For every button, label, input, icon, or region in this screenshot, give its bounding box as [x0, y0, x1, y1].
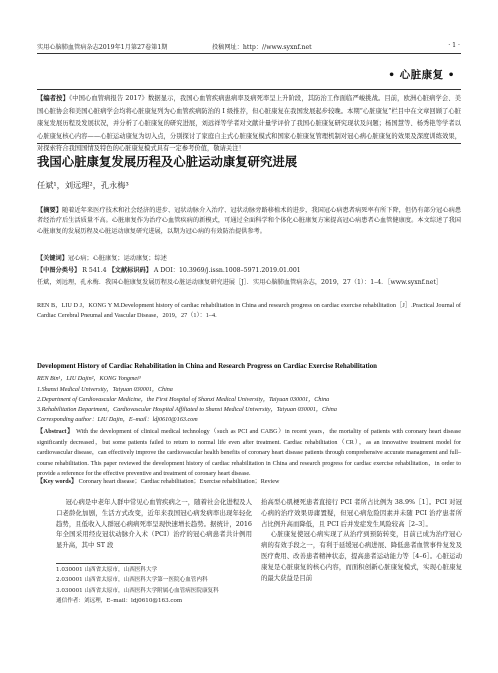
- affiliation-3: 3.Rehabilitation Department，Cardiovascular Hospital Affiliated to Shanxi Medical University，Taiyuan 030001，China: [37, 407, 337, 413]
- classification-line: [37, 266, 461, 276]
- footnote-2: 2.030001 山西省太原市，山西医科大学第一医院心血管内科: [56, 577, 208, 584]
- footnotes: [56, 565, 252, 606]
- affiliation-1: 1.Shanxi Medical University，Taiyuan 030001，China: [37, 387, 173, 393]
- english-abstract-label: 【Abstract】: [37, 429, 74, 435]
- journal-header: 实用心脑肺血管病杂志2019年1月第27卷第1期: [37, 44, 168, 51]
- footnote-rule: [56, 563, 141, 564]
- footnote-corresponding: 通信作者：刘远理，E–mail：ldj0610@163.com: [56, 597, 183, 604]
- english-abstract: [37, 427, 461, 480]
- section-tag-text: 心脏康复: [399, 69, 444, 81]
- editor-note: [37, 93, 461, 156]
- body-right-paragraph-1: 抬高型心肌梗死患者直接行 PCI 者所占比例为 38.9%［1］。PCI 对冠心病的治疗效果毋庸置疑，但冠心病危险因素并未随 PCI 治疗患者所占比例升高而降低，且 PCI 后并发症发生风险较高［2–3］。: [261, 498, 462, 528]
- cn-keywords-text: 冠心病；心脏康复；运动康复；综述: [67, 255, 167, 262]
- editor-note-text: 《中国心血管病报告 2017》数据显示，我国心血管疾病患病率及病死率呈上升阶段，其防治工作面临严峻挑战。目前，欧洲心脏病学会、美国心脏协会和美国心脏病学会均将心脏康复列为心血管疾病防治的 I 级推荐，但心脏康复在我国发展起步较晚。本期“心脏康复”栏目中在文章回顾了心脏康复发展历程及发展状况，并分析了心脏康复的研究进展，刘远祥等学者对文献计量学评价了我国心脏康复研究现状及问题；杨国慧等、杨秀艳等学者以心脏康复核心内容——心脏运动康复为切入点，分别探讨了家庭自主式心脏康复模式和国家心脏康复管理机制对冠心病心脏康复的效果及深度训练效果，对探索符合我国国情及特色的心脏康复模式具有一定参考价值，敬请关注！: [37, 95, 462, 153]
- cn-abstract-text: 随着近年来医疗技术和社会经济的进步、冠状动脉介入治疗、冠状动脉旁路移植术的进步，我国冠心病患者病死率有所下降，但仍有部分冠心病患者经治疗后生活质量不高。心脏康复作为治疗心血管疾病的新模式，可通过全面科学和个体化心脏康复方案提高冠心病患者心血管健康度。本文综述了我国心脏康复的发展历程及心脏运动康复研究进展，以期为冠心病的有效防治提供参考。: [37, 207, 462, 235]
- citation-en: REN B，LIU D J，KONG Y M.Development history of cardiac rehabilitation in China and research progress on cardiac exercise rehabilitation［J］.Practical Journal of Cardiac Cerebral Pneumal and Vascular Disease，2019，27（1）：1–4.: [37, 302, 461, 320]
- class-label: 【中图分类号】: [37, 267, 81, 274]
- section-tag: [388, 67, 455, 82]
- body-left-column: 冠心病是中老年人群中常见心血管疾病之一，随着社会化进程及人口老龄化加剧，生活方式改变，近年来我国冠心病发病率出现年轻化趋势，且低收入人群冠心病病死率呈现快速增长趋势。据统计，2016 年全国采用经皮冠状动脉介入术（PCI）治疗的冠心病患者共计例用显升高，其中 ST 段: [56, 498, 252, 550]
- body-right-column: [261, 497, 462, 583]
- header-rule: [37, 53, 461, 54]
- doi: DOI：10.3969/j.issn.1008–5971.2019.01.001: [160, 267, 301, 274]
- english-keywords-label: 【Key words】: [37, 479, 78, 485]
- cn-abstract: [37, 206, 461, 237]
- english-abstract-text: With the development of clinical medical technology（such as PCI and CABG）in recent years，the mortality of patients with coronary heart disease significantly decreased，but some patients failed to return to normal life even after treatment. Cardiac rehabilitation（CR），as an innovative treatment model for cardiovascular disease，can effectively improve the cardiovascular health benefits of coronary heart disease patients through comprehensive accurate management and full–course rehabilitation. This paper reviewed the development history of cardiac rehabilitation in China and research progress for cardiac exercise rehabilitation，in order to provide a reference for the effective preventive and treatment of coronary heart disease.: [37, 429, 461, 478]
- cn-keywords: [37, 254, 461, 264]
- english-authors: REN Bin¹，LIU Dajin²，KONG Yongmei³: [37, 376, 141, 382]
- footnote-3: 3.030001 山西省太原市，山西医科大学附属心血管病医院康复科: [56, 587, 219, 594]
- cn-abstract-label: 【摘要】: [37, 207, 62, 214]
- bullet-icon: •: [443, 69, 455, 81]
- body-right-paragraph-2: 心脏康复使冠心病实现了从治疗到预防转变，目前已成为治疗冠心病的有效手段之一，有利于延缓冠心病进展、降低患者血管事件复发及医疗费用、改善患者精神状态，提高患者运动能力等［4–6］。心脏运动康复是心脏康复的核心内容，而面积创新心脏康复模式，实现心脏康复的最大获益是目前: [261, 530, 462, 582]
- article-authors: 任斌¹，刘远理²，孔永梅³: [37, 180, 129, 190]
- affiliation-2: 2.Department of Cardiovascular Medicine，the First Hospital of Shanxi Medical University，Taiyuan 030001，China: [37, 397, 330, 403]
- bullet-icon: •: [388, 69, 400, 81]
- footnote-1: 1.030001 山西省太原市，山西医科大学: [56, 567, 158, 573]
- english-keywords: [37, 477, 461, 488]
- article-title: 我国心脏康复发展历程及心脏运动康复研究进展: [37, 154, 298, 169]
- class-value: R 541.4: [82, 267, 107, 274]
- corresponding-author: Corresponding author：LIU Dajin，E–mail：ldj0610@163.com: [37, 417, 198, 423]
- english-title: Development History of Cardiac Rehabilitation in China and Research Progress on Cardiac Exercise Rehabilitation: [37, 363, 377, 370]
- english-keywords-text: Coronary heart disease；Cardiac rehabilitation；Exercise rehabilitation；Review: [78, 479, 280, 485]
- editor-note-bottom-rule: [37, 143, 461, 144]
- editor-note-label: 【编者按】: [37, 95, 69, 102]
- page-number: · 1 ·: [448, 42, 460, 49]
- submission-url: 投稿网址：http：//www.syxnf.net: [212, 44, 312, 51]
- doc-value: A: [153, 267, 159, 274]
- cn-keywords-label: 【关键词】: [37, 255, 68, 262]
- citation-cn: 任斌，刘远理，孔永梅．我国心脏康复发展历程及心脏运动康复研究进展［J］．实用心脑肺血管病杂志，2019，27（1）：1–4．［www.syxnf.net］: [37, 279, 443, 286]
- doc-label: 【文献标识码】: [108, 267, 152, 274]
- editor-note-top-rule: [37, 89, 461, 90]
